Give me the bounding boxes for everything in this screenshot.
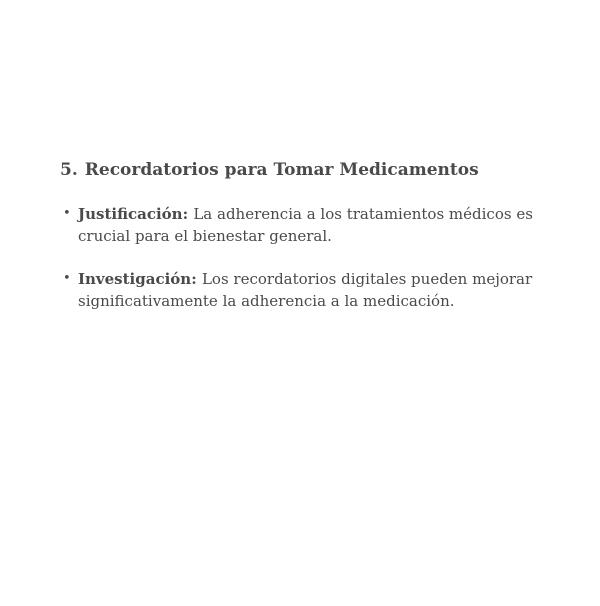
bullet-icon: • bbox=[63, 271, 71, 286]
content-section bbox=[60, 158, 540, 333]
bullet-term: Justificación: bbox=[78, 205, 194, 223]
bullet-text: La adherencia a los tratamientos médicos es crucial para el bienestar general. bbox=[78, 205, 533, 245]
bullet-term: Investigación: bbox=[78, 270, 202, 288]
bullet-icon: • bbox=[63, 206, 71, 221]
list-item bbox=[60, 203, 540, 247]
section-number: 5. bbox=[60, 160, 78, 180]
bullet-text: Los recordatorios digitales pueden mejorar significativamente la adherencia a la medicación. bbox=[78, 270, 533, 310]
section-heading bbox=[60, 158, 540, 182]
list-item bbox=[60, 268, 540, 312]
bullet-list bbox=[60, 203, 540, 312]
section-title: Recordatorios para Tomar Medicamentos bbox=[84, 160, 479, 180]
